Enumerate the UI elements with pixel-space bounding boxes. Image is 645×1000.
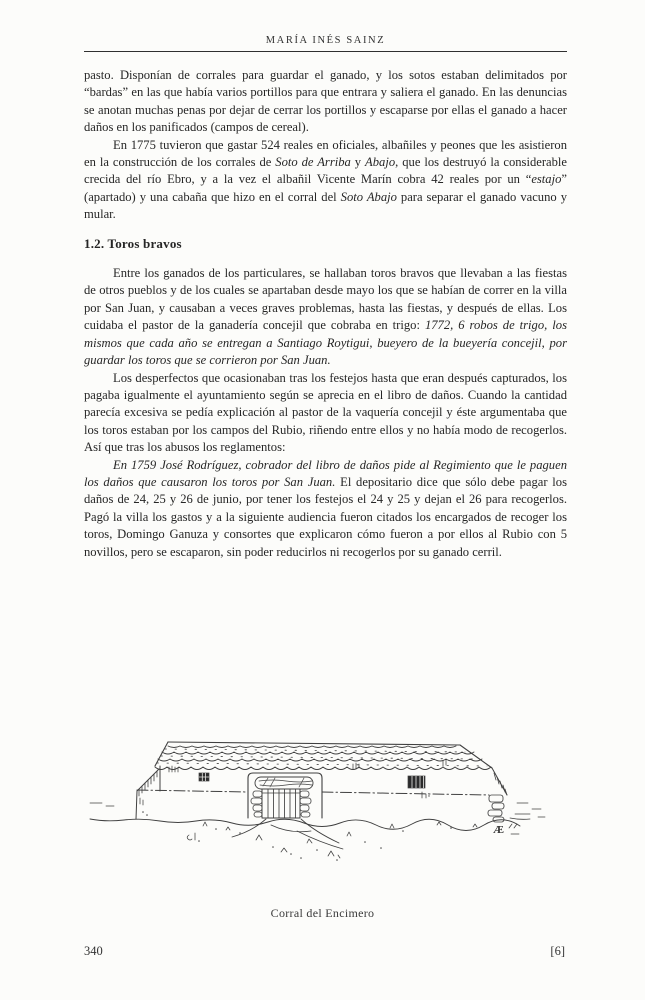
text-run: , que los destruyó la considerable crecida del río Ebro, y a la vez el albañil Vicente Marín cobra 42 reales por un “ (84, 155, 568, 187)
text-run: y (350, 155, 366, 170)
body-text (84, 67, 567, 561)
italic-run: 1772, 6 robos de trigo, los mismos que cada año se entregan a Santiago Roytigui, bueyero de la bueyería concejil, por guardar los toros que se corrieron por San Juan. (84, 318, 567, 368)
corral-sketch-svg (85, 730, 575, 870)
section-heading: 1.2. Toros bravos (84, 235, 182, 251)
text-run: Los desperfectos que ocasionaban tras los festejos hasta que eran después capturados, los pagaba igualmente el ayuntamiento según se aprecia en el libro de daños. Cuando la cantidad parecía excesiva se pedía explicación al pastor de la vaquería concejil y éste argumentaba que los toros estaban por los campos del Rubio, riñendo entre ellos y no había modo de recogerlos. Así que tras los abusos los reglamentos: (84, 370, 567, 455)
italic-run: En 1759 José Rodríguez, cobrador del libro de daños pide al Regimiento que le paguen los daños que causaron los toros por San Juan. (84, 457, 567, 489)
text-run: En 1775 tuvieron que gastar 524 reales en oficiales, albañiles y peones que les asistieron en la construcción de los corrales de (84, 137, 567, 170)
tile-row-1 (162, 752, 474, 754)
wall-top-left (137, 790, 248, 792)
italic-run: Soto Abajo (340, 189, 397, 204)
gate-stones-right (300, 791, 311, 817)
gate-lintel-grain (259, 778, 312, 787)
wall-ticks-c (443, 760, 446, 766)
roof-right-edge (460, 745, 492, 768)
gate-door (262, 789, 300, 818)
tile-ticks-1 (165, 749, 465, 752)
text-run: pasto. Disponían de corrales para guardar el ganado, y los sotos estaban delimitados por “bardas” en las que había varios portillos para que entrara y saliera el ganado. En las denuncias se anotan muchas penas por dejar de cerrar los portillos y escaparse por ellas el ganado a hacer daños en los panificados (campos de cereal). (84, 68, 567, 135)
italic-run: Abajo (365, 155, 396, 170)
page-number: 340 (84, 944, 103, 958)
right-window (408, 776, 425, 788)
ground-dashes-left (90, 803, 114, 806)
left-corner-ticks (140, 798, 143, 805)
wall-top-right (322, 792, 489, 795)
tile-ticks-3 (157, 763, 487, 766)
italic-run: estajo (531, 172, 562, 187)
roof-eave-tiles (155, 767, 491, 770)
stone-corner-pillar (488, 795, 504, 822)
artist-signature: Æ (493, 824, 504, 836)
wall-ticks-d (422, 792, 426, 798)
figure-caption: Corral del Encimero (270, 906, 375, 920)
wall-left-corner (136, 791, 137, 819)
tile-row-2 (158, 759, 482, 761)
ground-line (90, 819, 520, 831)
paragraph (84, 265, 567, 369)
door-path-curves (232, 819, 339, 843)
text-run: para separar el ganado vacuno y mular. (84, 189, 567, 222)
ground-dashes-right (510, 803, 545, 819)
issue-number: [6] (550, 944, 565, 958)
left-annex-hatch (139, 771, 157, 796)
text-run: Entre los ganados de los particulares, se hallaban toros bravos que llevaban a las fiestas de otros pueblos y de los cuales se apartaban desde mayo los que se habían de correr en la villa por San Juan, y causaban a veces graves problemas, hasta las fiestas, y después de ellas. Los cuidaba el pastor de la ganadería concejil que cobraba en trigo: (84, 266, 567, 333)
left-window (199, 773, 209, 781)
paragraph (84, 370, 567, 457)
roof-ridge (168, 742, 460, 745)
paragraph (84, 457, 567, 561)
header-rule (84, 51, 567, 52)
running-header: MARÍA INÉS SAINZ (265, 35, 386, 46)
gate-lintel (255, 777, 313, 789)
roof-ridge-tiles (168, 746, 456, 748)
corral-illustration (85, 730, 575, 870)
ground-dots (142, 795, 452, 861)
right-sidewall-hatch (494, 773, 507, 795)
door-path-faint (297, 831, 343, 849)
italic-run: Soto de Arriba (275, 155, 351, 170)
text-run: ” (apartado) y una cabaña que hizo en el corral del (84, 172, 567, 204)
gate-stones-left (251, 791, 262, 817)
text-run: El depositario dice que sólo debe pagar los daños de 24, 25 y 26 de junio, por tener los festejos el 24 y 25 y dejan el 26 para recogerlos. Pagó la villa los gastos y a la siguiente audiencia fueron citados los encargados de recoger los toros, Domingo Ganuza y consortes que explicaron cómo fueron a por ellos al Rubio con 5 novillos, pero se escaparon, sin poder reducirlos ni recogerlos por su ganado cerril. (84, 474, 567, 559)
signature-ticks (509, 824, 519, 834)
paragraph (84, 67, 567, 137)
tile-ticks-2 (161, 756, 476, 759)
paragraph (84, 137, 567, 224)
